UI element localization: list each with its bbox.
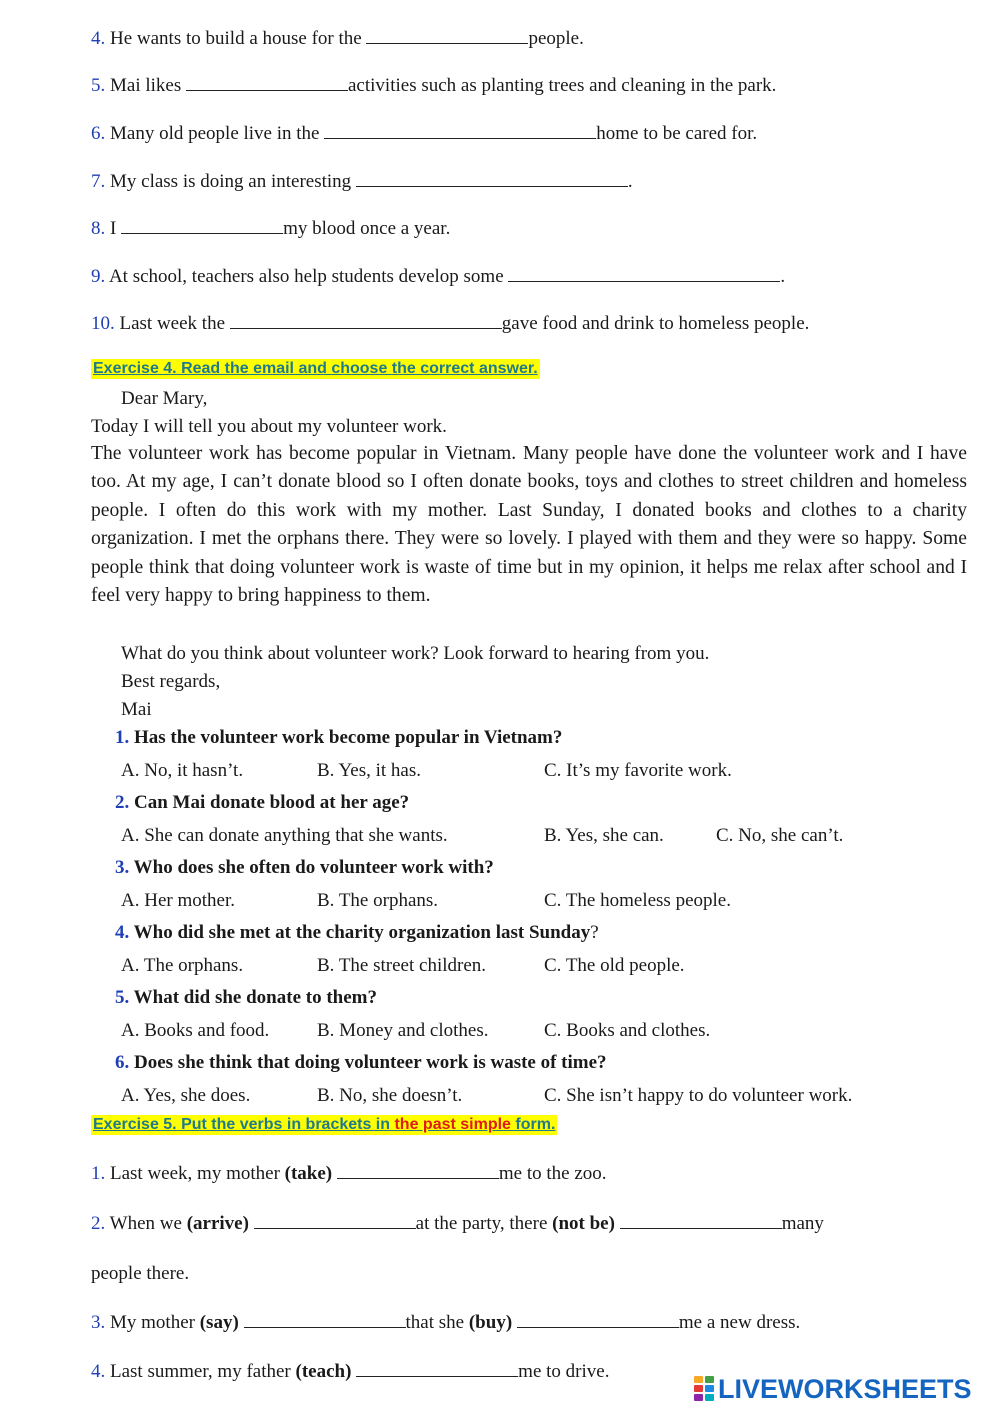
question: 1. Has the volunteer work become popular in Vietnam? (115, 727, 563, 748)
answer-option[interactable]: B. Money and clothes. (317, 1020, 489, 1041)
answer-blank[interactable] (121, 217, 283, 234)
answer-blank[interactable] (366, 27, 528, 44)
ex5-item: 2. When we (arrive) at the party, there (not be) many (91, 1213, 824, 1234)
email-closing-question: What do you think about volunteer work? Look forward to hearing from you. (121, 643, 710, 664)
answer-option[interactable]: A. Her mother. (121, 890, 235, 911)
email-intro: Today I will tell you about my volunteer work. (91, 416, 447, 437)
answer-option[interactable]: B. Yes, it has. (317, 760, 421, 781)
item-number: 4. (91, 28, 106, 49)
answer-option[interactable]: C. Books and clothes. (544, 1020, 711, 1041)
email-greeting: Dear Mary, (121, 388, 208, 409)
answer-blank[interactable] (254, 1212, 416, 1229)
ex3-item: 7. My class is doing an interesting . (91, 171, 633, 192)
ex3-item: 9. At school, teachers also help students develop some . (91, 266, 786, 287)
ex3-item: 4. He wants to build a house for the people. (91, 28, 584, 49)
email-regards: Best regards, (121, 671, 221, 692)
question: 2. Can Mai donate blood at her age? (115, 792, 410, 813)
item-number: 9. (91, 266, 106, 287)
question: 6. Does she think that doing volunteer work is waste of time? (115, 1052, 607, 1073)
item-number: 8. (91, 218, 106, 239)
item-number: 5. (91, 75, 106, 96)
exercise-4-heading: Exercise 4. Read the email and choose the correct answer. (93, 360, 538, 377)
question: 3. Who does she often do volunteer work with? (115, 857, 494, 878)
answer-option[interactable]: B. The street children. (317, 955, 487, 976)
logo-mark-icon (694, 1376, 716, 1402)
answer-option[interactable]: C. No, she can’t. (716, 825, 844, 846)
answer-blank[interactable] (620, 1212, 782, 1229)
answer-option[interactable]: C. The homeless people. (544, 890, 731, 911)
logo-text: LIVEWORKSHEETS (718, 1373, 972, 1404)
ex3-item: 10. Last week the gave food and drink to homeless people. (91, 313, 810, 334)
answer-option[interactable]: B. No, she doesn’t. (317, 1085, 463, 1106)
item-number: 10. (91, 313, 115, 334)
answer-blank[interactable] (356, 170, 628, 187)
answer-blank[interactable] (230, 312, 502, 329)
answer-blank[interactable] (356, 1360, 518, 1377)
answer-option[interactable]: B. The orphans. (317, 890, 439, 911)
ex3-item: 6. Many old people live in the home to be cared for. (91, 123, 758, 144)
answer-option[interactable]: C. The old people. (544, 955, 685, 976)
email-body: The volunteer work has become popular in Vietnam. Many people have done the volunteer work and I have too. At my age, I can’t donate blood so I often donate books, toys and clothes to street children and homeless people. I often do this work with my mother. Last Sunday, I donated books and clothes to a charity organization. I met the orphans there. They were so lovely. I played with them and they were so happy. Some people think that doing volunteer work is waste of time but in my opinion, it helps me relax after school and I feel very happy to bring happiness to them. (91, 443, 967, 607)
ex5-item: 1. Last week, my mother (take) me to the zoo. (91, 1163, 607, 1184)
answer-option[interactable]: B. Yes, she can. (544, 825, 664, 846)
answer-blank[interactable] (337, 1162, 499, 1179)
question: 5. What did she donate to them? (115, 987, 377, 1008)
answer-blank[interactable] (517, 1311, 679, 1328)
exercise-5-heading: Exercise 5. Put the verbs in brackets in the past simple form. (93, 1116, 556, 1133)
answer-option[interactable]: A. No, it hasn’t. (121, 760, 244, 781)
ex5-item: 3. My mother (say) that she (buy) me a new dress. (91, 1312, 801, 1333)
ex5-item: 4. Last summer, my father (teach) me to drive. (91, 1361, 610, 1382)
answer-option[interactable]: A. Yes, she does. (121, 1085, 251, 1106)
answer-option[interactable]: C. She isn’t happy to do volunteer work. (544, 1085, 853, 1106)
liveworksheets-logo (694, 1372, 994, 1406)
question: 4. Who did she met at the charity organization last Sunday? (115, 922, 599, 943)
ex3-item: 5. Mai likes activities such as planting trees and cleaning in the park. (91, 75, 777, 96)
answer-option[interactable]: A. The orphans. (121, 955, 244, 976)
answer-blank[interactable] (244, 1311, 406, 1328)
ex5-item-continuation: people there. (91, 1263, 190, 1284)
email-signature: Mai (121, 699, 152, 720)
answer-blank[interactable] (324, 122, 596, 139)
answer-option[interactable]: C. It’s my favorite work. (544, 760, 732, 781)
ex3-item: 8. I my blood once a year. (91, 218, 451, 239)
item-number: 7. (91, 171, 106, 192)
answer-blank[interactable] (508, 265, 780, 282)
answer-option[interactable]: A. She can donate anything that she wants. (121, 825, 448, 846)
answer-option[interactable]: A. Books and food. (121, 1020, 270, 1041)
item-number: 6. (91, 123, 106, 144)
answer-blank[interactable] (186, 74, 348, 91)
